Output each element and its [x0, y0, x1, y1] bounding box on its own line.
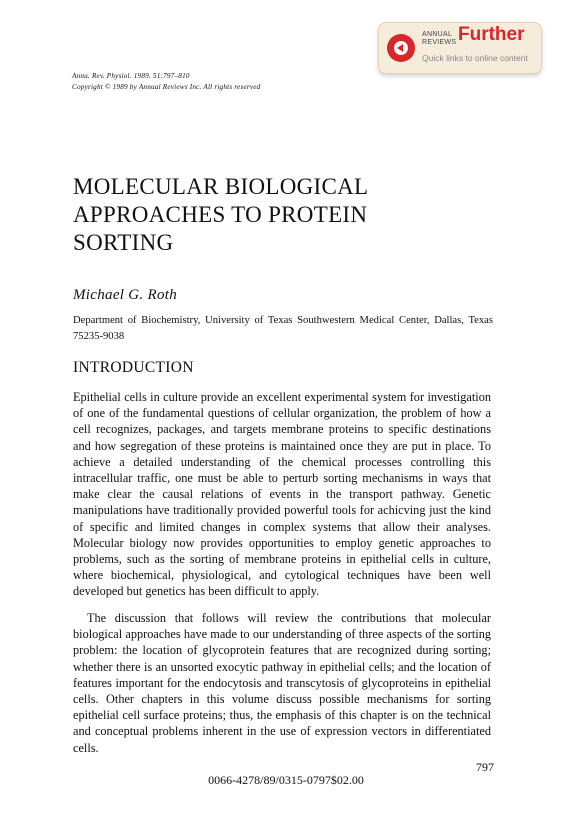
paragraph-2: The discussion that follows will review the contributions that molecular biological approaches have made to our understanding of three aspects of the sorting problem: the location of glycoprotein features that are recognized during sorting; whether there is an unsorted exocytic pathway in epithelial cells; and the location of features important for the endocytosis and transcytosis of glycoproteins in epithelial cells. Other chapters in this volume discuss possible mechanisms for sorting epithelial cell surface proteins; thus, the emphasis of this chapter is on the technical and conceptual problems inherent in the use of expression vectors in differentiated cells.: [73, 611, 491, 755]
journal-citation: [72, 71, 260, 93]
paragraph-1: Epithelial cells in culture provide an excellent experimental system for investigation of one of the fundamental questions of cellular organization, the problem of how a cell recognizes, packages, and targets membrane proteins to specific destinations and how segregation of these proteins is maintained once they are put in place. To achieve a detailed understanding of the chemical processes controlling this intracellular traffic, one must be able to perturb sorting mechanisms in ways that make clear the causal relations of events in the transport pathway. Genetic manipulations have traditionally provided powerful tools for achicving just the kind of specific and limited changes in complex systems that allow their analyses. Molecular biology now provides opportunities to employ genetic approaches to problems, such as the sorting of membrane proteins in epithelial cells in culture, where biochemical, physiological, and cytological techniques have been well developed but genetics has been difficult to apply.: [73, 390, 491, 599]
title-line2: APPROACHES TO PROTEIN: [73, 202, 368, 227]
title-line3: SORTING: [73, 230, 174, 255]
further-badge-link[interactable]: [378, 22, 542, 74]
author-name: Michael G. Roth: [73, 287, 178, 303]
article-title: [73, 173, 433, 257]
citation-line1: Annu. Rev. Physiol. 1989. 51:797–810: [72, 72, 190, 80]
section-heading: INTRODUCTION: [73, 359, 194, 376]
badge-tagline: Quick links to online content: [422, 53, 528, 63]
annual-reviews-logo-icon: [387, 34, 415, 62]
article-code: 0066-4278/89/0315-0797$02.00: [208, 773, 364, 787]
title-line1: MOLECULAR BIOLOGICAL: [73, 174, 369, 199]
badge-publisher-line2: REVIEWS: [422, 39, 457, 46]
author-affiliation: Department of Biochemistry, University of Texas Southwestern Medical Center, Dallas, Texas 75235-9038: [73, 315, 493, 342]
citation-line2: Copyright © 1989 by Annual Reviews Inc. All rights reserved: [72, 83, 261, 91]
badge-publisher-line1: ANNUAL: [422, 31, 453, 38]
badge-brand: Further: [458, 24, 525, 45]
page-number: 797: [476, 760, 494, 774]
badge-publisher: [422, 31, 456, 47]
